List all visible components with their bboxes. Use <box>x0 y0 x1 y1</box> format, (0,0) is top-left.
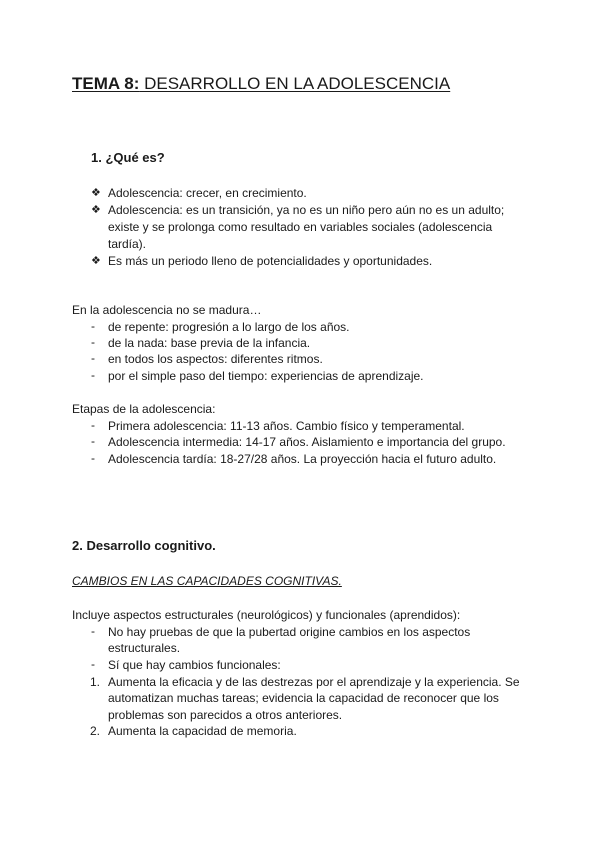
dash-marker: - <box>91 434 95 448</box>
list-item: Sí que hay cambios funcionales: <box>108 658 281 672</box>
section-1-heading: 1. ¿Qué es? <box>91 150 165 165</box>
title-prefix: TEMA 8: <box>72 74 140 93</box>
paragraph-intro-3: Incluye aspectos estructurales (neurológicos) y funcionales (aprendidos): <box>72 608 461 622</box>
numbered-item-cont: problemas son parecidos a otros anteriores. <box>108 708 343 722</box>
list-item: No hay pruebas de que la pubertad origine cambios en los aspectos <box>108 625 471 639</box>
numbered-item: Aumenta la capacidad de memoria. <box>108 724 297 738</box>
list-item: en todos los aspectos: diferentes ritmos. <box>108 352 323 366</box>
list-item: de repente: progresión a lo largo de los años. <box>108 320 350 334</box>
list-number: 1. <box>90 675 101 689</box>
paragraph-intro-1: En la adolescencia no se madura… <box>72 303 262 317</box>
page-title <box>72 74 450 94</box>
list-item: Primera adolescencia: 11-13 años. Cambio físico y temperamental. <box>108 419 465 433</box>
dash-marker: - <box>91 335 95 349</box>
paragraph-intro-2: Etapas de la adolescencia: <box>72 402 216 416</box>
dash-marker: - <box>91 657 95 671</box>
list-item: Adolescencia intermedia: 14-17 años. Aislamiento e importancia del grupo. <box>108 435 506 449</box>
bullet-item: Es más un periodo lleno de potencialidades y oportunidades. <box>108 254 433 268</box>
dash-marker: - <box>91 368 95 382</box>
list-item: por el simple paso del tiempo: experiencias de aprendizaje. <box>108 369 424 383</box>
diamond-bullet-icon: ❖ <box>91 255 101 267</box>
dash-marker: - <box>91 418 95 432</box>
list-item: Adolescencia tardía: 18-27/28 años. La proyección hacia el futuro adulto. <box>108 452 497 466</box>
list-number: 2. <box>90 724 101 738</box>
dash-marker: - <box>91 319 95 333</box>
section-2-subheading: CAMBIOS EN LAS CAPACIDADES COGNITIVAS. <box>72 574 342 588</box>
title-text: DESARROLLO EN LA ADOLESCENCIA <box>139 74 451 93</box>
diamond-bullet-icon: ❖ <box>91 204 101 216</box>
dash-marker: - <box>91 624 95 638</box>
dash-marker: - <box>91 351 95 365</box>
numbered-item-cont: automatizan muchas tareas; evidencia la capacidad de reconocer que los <box>108 691 499 705</box>
list-item: de la nada: base previa de la infancia. <box>108 336 311 350</box>
bullet-item: Adolescencia: es un transición, ya no es un niño pero aún no es un adulto; <box>108 203 505 217</box>
numbered-item: Aumenta la eficacia y de las destrezas por el aprendizaje y la experiencia. Se <box>108 675 520 689</box>
bullet-item-cont: tardía). <box>108 237 147 251</box>
list-item-cont: estructurales. <box>108 641 181 655</box>
diamond-bullet-icon: ❖ <box>91 187 101 199</box>
dash-marker: - <box>91 451 95 465</box>
section-2-heading: 2. Desarrollo cognitivo. <box>72 538 216 553</box>
bullet-item: Adolescencia: crecer, en crecimiento. <box>108 186 307 200</box>
bullet-item-cont: existe y se prolonga como resultado en variables sociales (adolescencia <box>108 220 493 234</box>
